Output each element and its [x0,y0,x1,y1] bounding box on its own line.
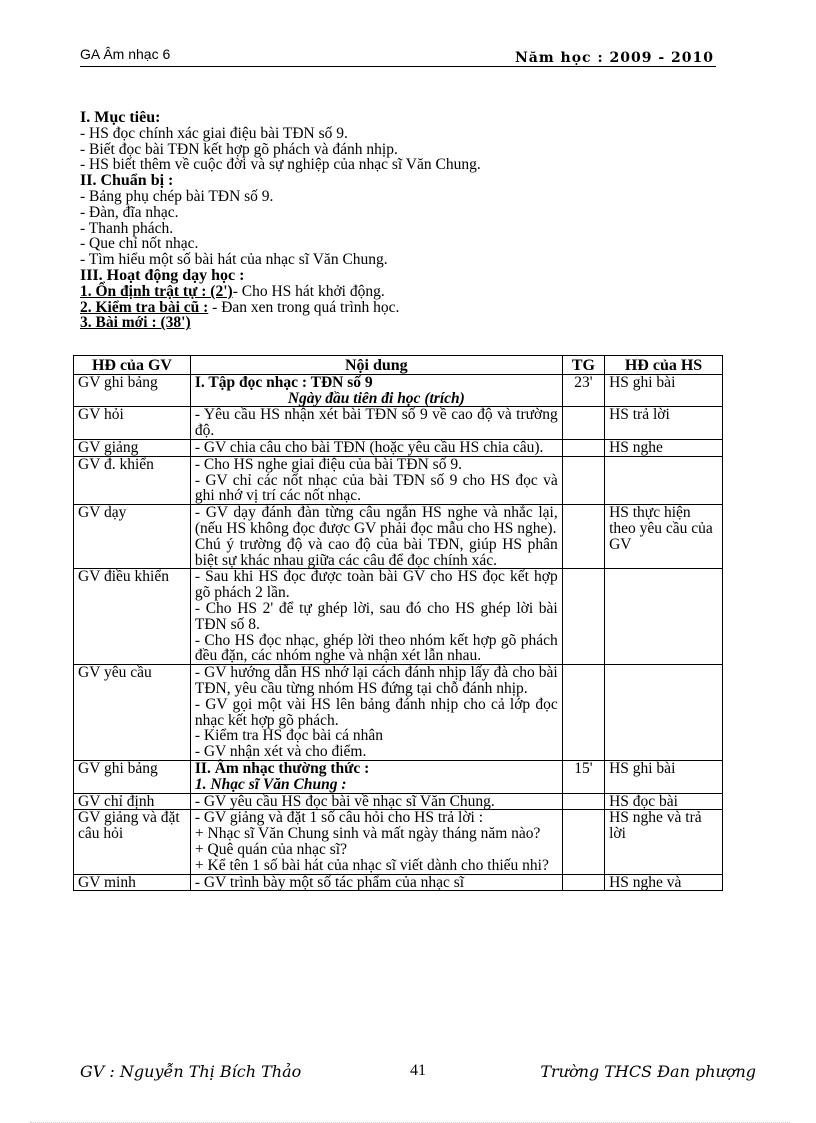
page-footer [80,1062,756,1086]
content-line: - GV trình bày một số tác phẩm của nhạc sĩ [194,873,465,891]
header-school-year: Năm học : 2009 - 2010 [514,50,714,66]
gv-activity: GV giảng [74,439,191,456]
table-row [74,665,723,761]
hs-activity: HS đọc bài [605,793,723,810]
section-title: I. Tập đọc nhạc : TĐN số 9 [194,373,373,391]
page-number: 41 [410,1062,426,1079]
gv-activity: GV hỏi [74,407,191,440]
col-header-time: TG [562,356,604,375]
prep-item: - Bảng phụ chép bài TĐN số 9. [80,187,274,205]
content-line: Chú ý trường độ và cao độ của bài TĐN, giúp HS phân biệt sự khác nhau giữa các câu để đọc chính xác. [194,535,558,569]
time-cell [562,407,604,440]
step-3-label: 3. Bài mới : (38') [80,314,191,332]
prep-item: - Tìm hiểu một số bài hát của nhạc sĩ Văn Chung. [80,251,388,269]
table-row [74,456,723,504]
content-cell [190,374,562,407]
activities-heading: III. Hoạt động dạy học : [80,266,245,284]
section-title: II. Âm nhạc thường thức : [194,759,370,777]
content-line: - Yêu cầu HS nhận xét bài TĐN số 9 về cao độ và trường độ. [194,406,558,440]
table-row [74,407,723,440]
page-header [80,44,716,67]
time-cell [562,439,604,456]
content-line: + Nhạc sĩ Văn Chung sinh và mất ngày tháng năm nào? [194,825,541,843]
hs-activity [605,456,723,504]
content-line: - Cho HS nghe giai điệu của bài TĐN số 9. [194,455,462,473]
content-line: - GV chỉ các nốt nhạc của bài TĐN số 9 cho HS đọc và ghi nhớ vị trí các nốt nhạc. [194,471,558,505]
hs-activity: HS thực hiện theo yêu cầu của GV [605,505,723,569]
content-cell [190,793,562,810]
section-subtitle: 1. Nhạc sĩ Văn Chung : [194,775,347,793]
table-row [74,374,723,407]
hs-activity: HS nghe [605,439,723,456]
section-subtitle: Ngày đầu tiên đi học (trích) [287,389,465,407]
footer-teacher: GV : Nguyễn Thị Bích Thảo [80,1062,302,1081]
gv-activity: GV dạy [74,505,191,569]
content-line: - Cho HS 2' để tự ghép lời, sau đó cho HS ghép lời bài TĐN số 8. [194,599,558,633]
time-cell: 23' [562,374,604,407]
content-line: - Cho HS đọc nhạc, ghép lời theo nhóm kết hợp gõ phách đều đặn, các nhóm nghe và nhận xét lẫn nhau. [194,631,558,665]
content-line: - GV gọi một vài HS lên bảng đánh nhịp cho cả lớp đọc nhạc kết hợp gõ phách. [194,695,558,729]
content-line: - GV chia câu cho bài TĐN (hoặc yêu cầu HS chia câu). [194,438,544,456]
objectives-heading: I. Mục tiêu: [80,109,161,126]
time-cell [562,810,604,874]
content-cell [190,874,562,891]
content-line: - GV hướng dẫn HS nhớ lại cách đánh nhịp lấy đà cho bài TĐN, yêu cầu từng nhóm HS đứng tại chỗ đánh nhịp. [194,664,558,697]
content-line: - GV nhận xét và cho điểm. [194,743,367,761]
content-cell [190,407,562,440]
time-cell [562,569,604,665]
header-subject: GA Âm nhạc 6 [80,46,171,62]
hs-activity: HS ghi bài [605,760,723,793]
gv-activity: GV ghi bảng [74,374,191,407]
gv-activity: GV yêu cầu [74,665,191,761]
content-line: - GV yêu cầu HS đọc bài về nhạc sĩ Văn Chung. [194,792,495,810]
hs-activity: HS trả lời [605,407,723,440]
content-line: + Quê quán của nhạc sĩ? [194,840,347,858]
content-line: - GV giảng và đặt 1 số câu hỏi cho HS trả lời : [194,809,484,827]
time-cell [562,456,604,504]
content-line: - Sau khi HS đọc được toàn bài GV cho HS đọc kết hợp gõ phách 2 lần. [194,568,558,602]
prep-item: - Đàn, đĩa nhạc. [80,203,179,221]
col-header-hs: HĐ của HS [605,356,723,375]
step-1-text: - Cho HS hát khởi động. [232,282,385,300]
hs-activity [605,665,723,761]
time-cell: 15' [562,760,604,793]
time-cell [562,505,604,569]
gv-activity: GV chỉ định [74,793,191,810]
content-cell [190,505,562,569]
content-cell [190,456,562,504]
time-cell [562,793,604,810]
step-1-label: 1. Ổn định trật tự : (2') [80,282,233,300]
step-2 [80,300,740,316]
content-cell [190,439,562,456]
hs-activity: HS nghe và [605,874,723,891]
objective-item: - Biết đọc bài TĐN kết hợp gõ phách và đánh nhịp. [80,140,398,158]
hs-activity: HS nghe và trả lời [605,810,723,874]
content-cell [190,569,562,665]
time-cell [562,874,604,891]
step-1 [80,284,740,300]
table-row [74,810,723,874]
objective-item: - HS biết thêm về cuộc đời và sự nghiệp của nhạc sĩ Văn Chung. [80,156,481,174]
time-cell [562,665,604,761]
lesson-intro [80,110,740,331]
step-3 [80,315,740,331]
content-line: - GV dạy đánh đàn từng câu ngắn HS nghe và nhắc lại, (nếu HS không đọc được GV phải đọc mẫu cho HS nghe). [194,504,558,537]
col-header-content: Nội dung [190,356,562,375]
objective-item: - HS đọc chính xác giai điệu bài TĐN số 9. [80,124,348,142]
step-2-text: - Đan xen trong quá trình học. [208,298,400,316]
step-2-label: 2. Kiểm tra bài cũ : [80,298,209,316]
table-row [74,439,723,456]
gv-activity: GV điều khiển [74,569,191,665]
hs-activity: HS ghi bài [605,374,723,407]
table-row [74,793,723,810]
table-header-row [74,356,723,375]
table-row [74,569,723,665]
hs-activity [605,569,723,665]
prep-item: - Que chỉ nốt nhạc. [80,235,199,253]
content-cell [190,810,562,874]
content-line: - Kiểm tra HS đọc bài cá nhân [194,727,383,745]
lesson-plan-table [73,355,723,891]
col-header-gv: HĐ của GV [74,356,191,375]
table-row [74,760,723,793]
gv-activity: GV ghi bảng [74,760,191,793]
gv-activity: GV đ. khiển [74,456,191,504]
content-line: + Kể tên 1 số bài hát của nhạc sĩ viết dành cho thiếu nhi? [194,856,549,874]
gv-activity: GV minh [74,874,191,891]
table-row [74,505,723,569]
prep-item: - Thanh phách. [80,219,174,237]
prep-heading: II. Chuẩn bị : [80,172,174,190]
content-cell [190,760,562,793]
gv-activity: GV giảng và đặt câu hỏi [74,810,191,874]
table-row [74,874,723,891]
content-cell [190,665,562,761]
footer-school: Trường THCS Đan phượng [540,1062,756,1081]
